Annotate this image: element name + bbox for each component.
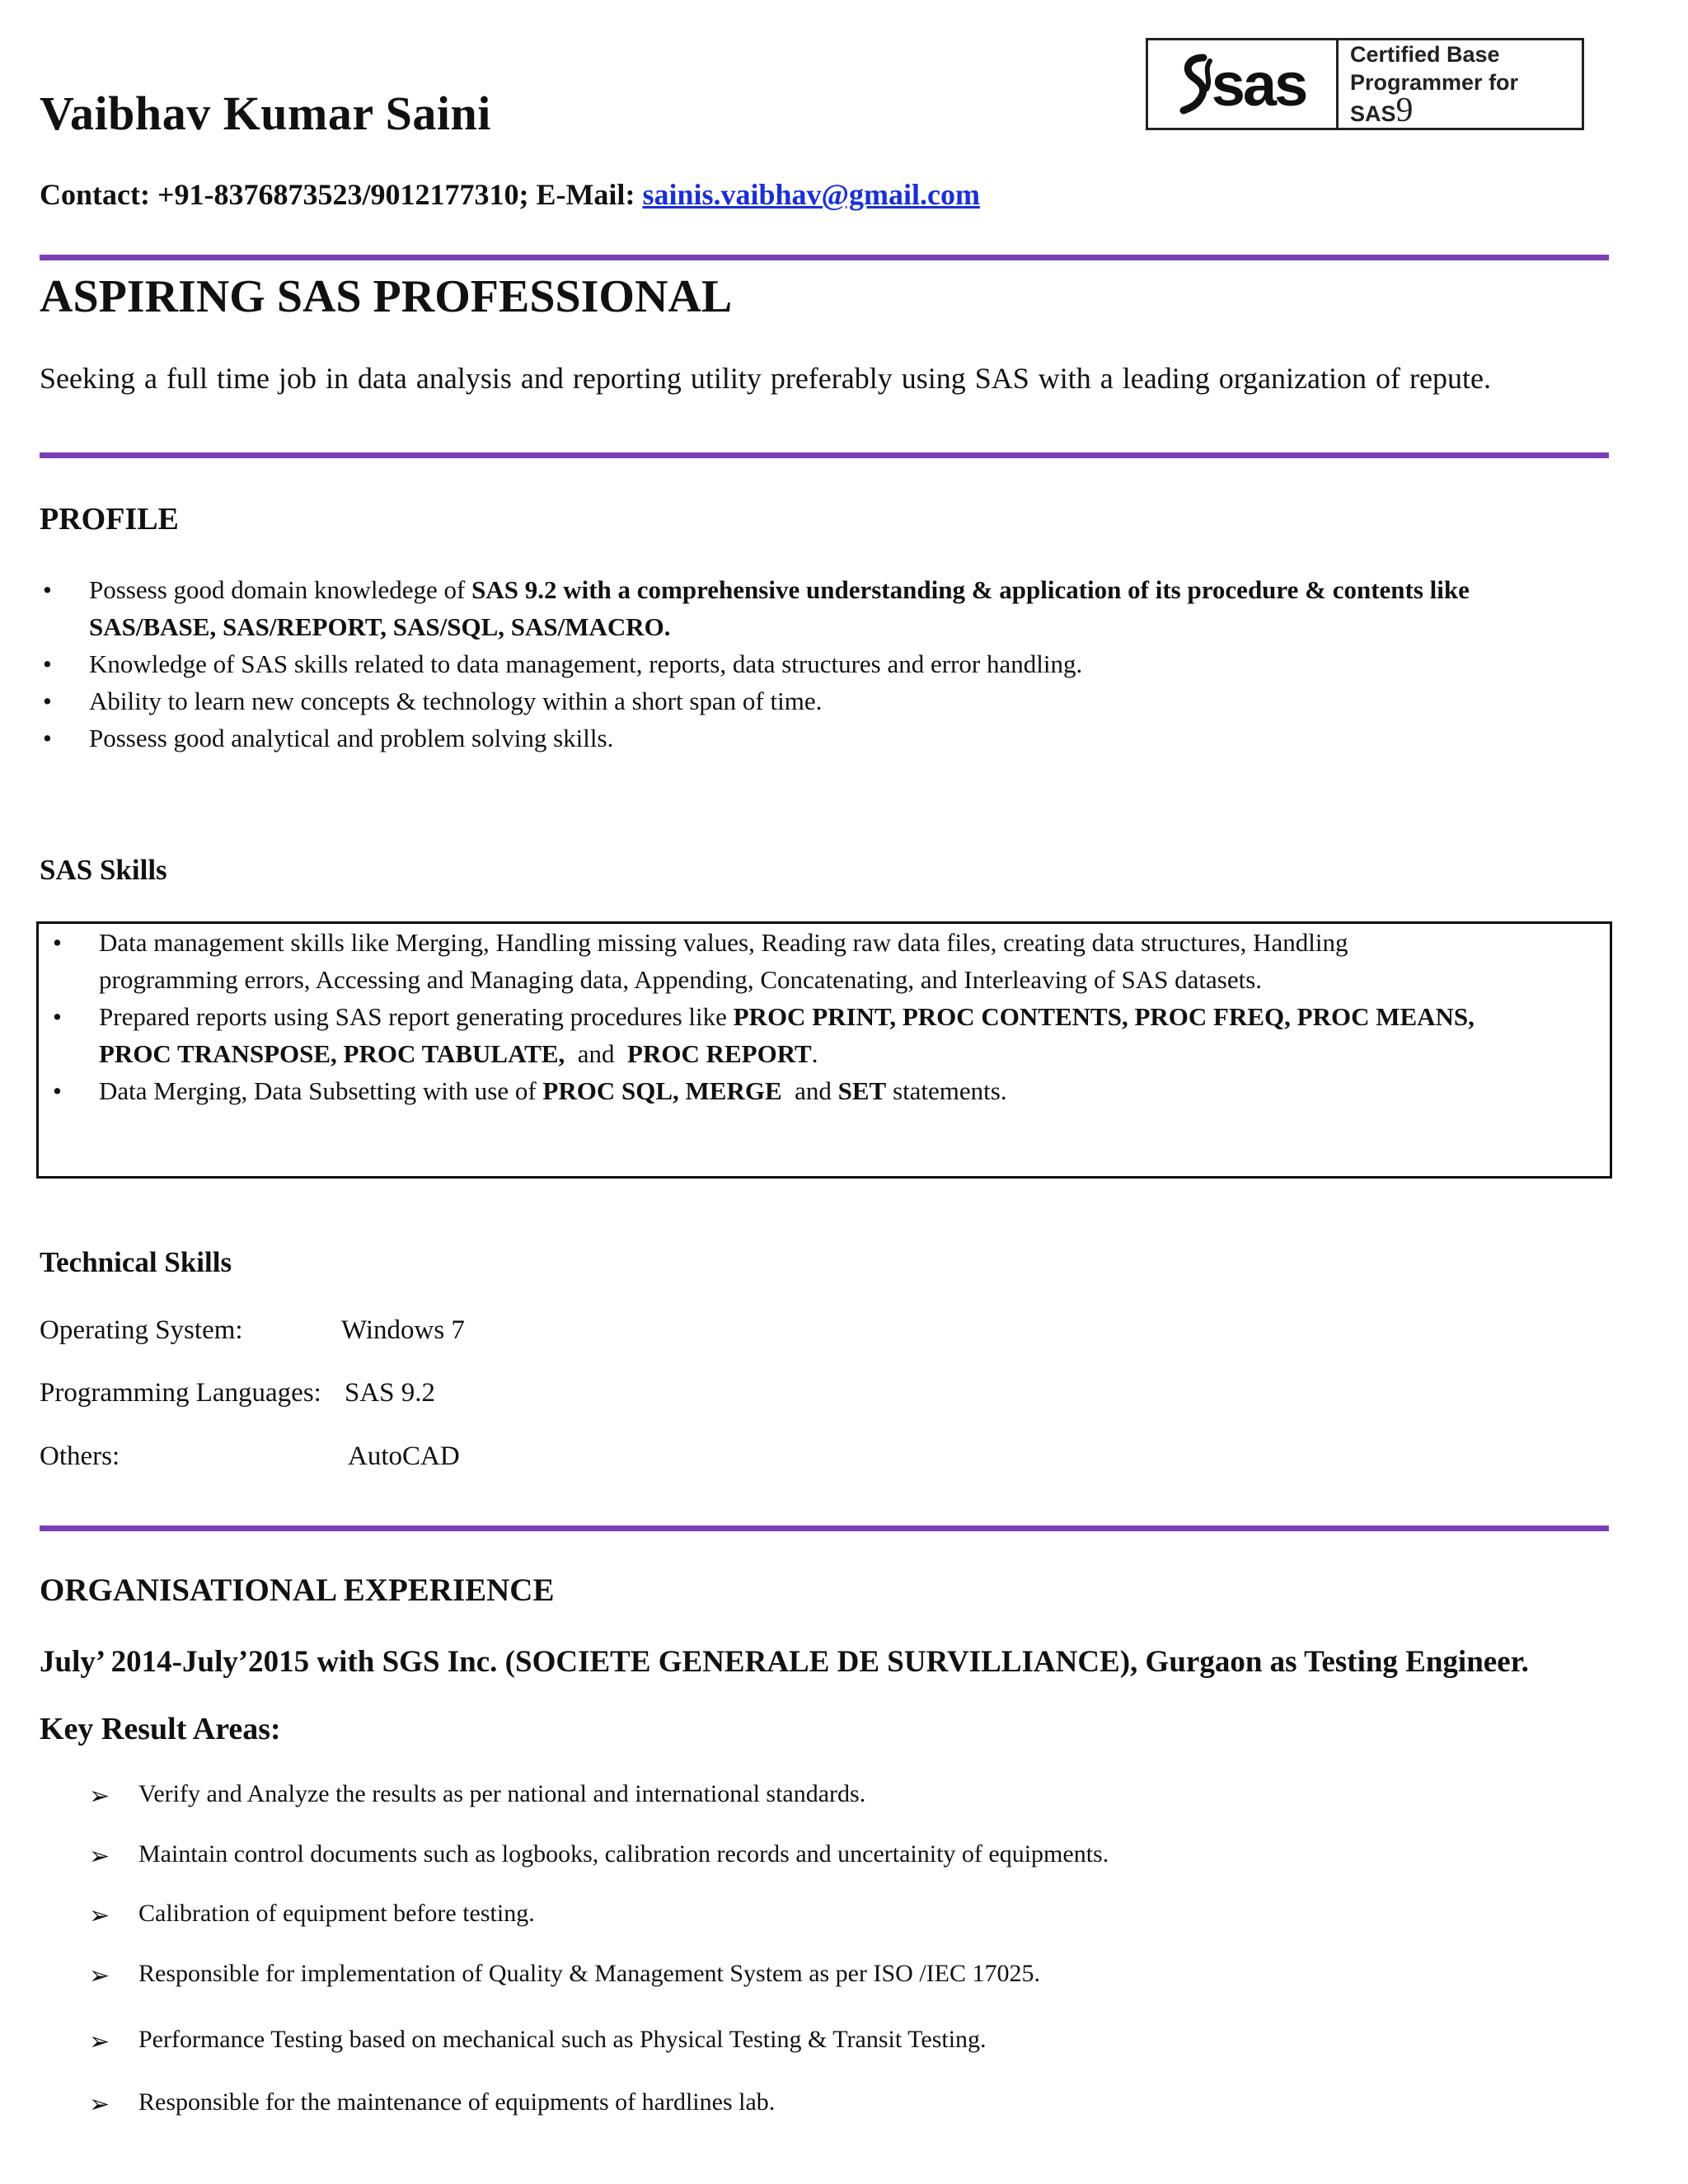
bullet-icon: • [53, 1002, 62, 1031]
contact-line [40, 177, 980, 212]
sas-skill-1-line1: Data management skills like Merging, Handling missing values, Reading raw data files, creating data structures, Handling [99, 928, 1348, 957]
sas-skill-2-and: and [565, 1039, 628, 1068]
sas-skills-list [49, 924, 1582, 1109]
section-divider [40, 255, 1609, 260]
sas-skill-3-and: and [781, 1076, 838, 1105]
sas-skill-2-end: . [811, 1039, 818, 1068]
list-item [40, 645, 1589, 682]
email-link[interactable]: sainis.vaibhav@gmail.com [642, 178, 980, 211]
list-item [49, 924, 1582, 998]
sas-skill-2-bold3: PROC REPORT [627, 1039, 812, 1068]
sas-skill-1-line2: programming errors, Accessing and Managing data, Appending, Concatenating, and Interleaving of SAS datasets. [99, 965, 1263, 994]
certification-line1: Certified Base [1350, 42, 1500, 67]
list-item [40, 719, 1589, 757]
arrow-bullet-icon: ➢ [89, 2091, 110, 2118]
sas-skill-2-bold2: PROC TRANSPOSE, PROC TABULATE, [99, 1039, 565, 1068]
profile-item-1-cont: SAS/BASE, SAS/REPORT, SAS/SQL, SAS/MACRO. [89, 612, 671, 641]
sas-logo-mark [1148, 40, 1339, 128]
kra-item-text: Maintain control documents such as logbooks, calibration records and uncertainity of equipments. [138, 1840, 1109, 1868]
kra-item-text: Responsible for the maintenance of equipments of hardlines lab. [138, 2088, 776, 2116]
profile-list [40, 571, 1589, 757]
experience-heading: ORGANISATIONAL EXPERIENCE [40, 1572, 555, 1608]
arrow-bullet-icon: ➢ [89, 1843, 110, 1870]
section-divider [40, 1526, 1609, 1531]
technical-skills-heading: Technical Skills [40, 1246, 232, 1278]
profile-item-2-text: Knowledge of SAS skills related to data management, reports, data structures and error handling. [89, 649, 1083, 678]
arrow-bullet-icon: ➢ [89, 1962, 110, 1990]
profile-item-4-text: Possess good analytical and problem solving skills. [89, 724, 614, 752]
bullet-icon: • [43, 649, 52, 678]
sas-logo-text: sas [1211, 49, 1306, 119]
kra-item-text: Calibration of equipment before testing. [138, 1900, 535, 1927]
tech-row-others-value: AutoCAD [348, 1441, 460, 1471]
sas-skill-3-bold1: PROC SQL, MERGE [542, 1076, 782, 1105]
sas-skill-3-end: statements. [886, 1076, 1007, 1105]
list-item [40, 571, 1589, 645]
section-divider [40, 452, 1609, 458]
profile-item-1-text: Possess good domain knowledege of [89, 575, 472, 604]
list-item [49, 998, 1582, 1072]
kra-item-text: Verify and Analyze the results as per national and international standards. [138, 1780, 866, 1807]
bullet-icon: • [43, 575, 52, 604]
arrow-bullet-icon: ➢ [89, 2028, 110, 2055]
bullet-icon: • [53, 928, 62, 957]
contact-label: Contact: +91-8376873523/9012177310; E-Mail: [40, 178, 635, 211]
kra-item-text: Performance Testing based on mechanical such as Physical Testing & Transit Testing. [138, 2026, 987, 2053]
certification-text [1339, 40, 1582, 128]
objective-text: Seeking a full time job in data analysis and reporting utility preferably using SAS with a leading organization of repute. [40, 362, 1491, 395]
sas-skill-2-pre: Prepared reports using SAS report generating procedures like [99, 1002, 734, 1031]
profile-item-1-bold: SAS 9.2 with a comprehensive understanding & application of its procedure & contents like [471, 575, 1470, 604]
certification-line2-text: Programmer for SAS [1350, 70, 1519, 126]
sas-swirl-icon [1179, 53, 1215, 115]
tech-row-languages-label: Programming Languages: [40, 1378, 321, 1408]
sas-skill-2-bold1: PROC PRINT, PROC CONTENTS, PROC FREQ, PROC MEANS, [733, 1002, 1475, 1031]
certification-line2 [1350, 68, 1582, 128]
objective-title: ASPIRING SAS PROFESSIONAL [40, 271, 733, 322]
tech-row-others-label: Others: [40, 1441, 120, 1471]
profile-item-3-text: Ability to learn new concepts & technology within a short span of time. [89, 687, 823, 715]
sas-certification-logo [1146, 38, 1584, 130]
bullet-icon: • [43, 724, 52, 752]
list-item [49, 1072, 1582, 1109]
tech-row-os-value: Windows 7 [341, 1315, 465, 1345]
sas-skills-heading: SAS Skills [40, 854, 167, 886]
sas-skill-3-pre: Data Merging, Data Subsetting with use of [99, 1076, 543, 1105]
bullet-icon: • [43, 687, 52, 715]
key-result-areas-heading: Key Result Areas: [40, 1712, 281, 1746]
sas-skill-3-bold2: SET [837, 1076, 887, 1105]
profile-heading: PROFILE [40, 502, 179, 537]
certification-version: 9 [1395, 91, 1414, 129]
kra-item-text: Responsible for implementation of Quality & Management System as per ISO /IEC 17025. [138, 1960, 1040, 1987]
tech-row-os-label: Operating System: [40, 1315, 243, 1345]
candidate-name: Vaibhav Kumar Saini [40, 87, 491, 140]
tech-row-languages-value: SAS 9.2 [345, 1378, 436, 1408]
arrow-bullet-icon: ➢ [89, 1902, 110, 1929]
bullet-icon: • [53, 1076, 62, 1105]
experience-role: July’ 2014-July’2015 with SGS Inc. (SOCIETE GENERALE DE SURVILLIANCE), Gurgaon as Testing Engineer. [40, 1645, 1529, 1679]
list-item [40, 682, 1589, 719]
arrow-bullet-icon: ➢ [89, 1783, 110, 1810]
